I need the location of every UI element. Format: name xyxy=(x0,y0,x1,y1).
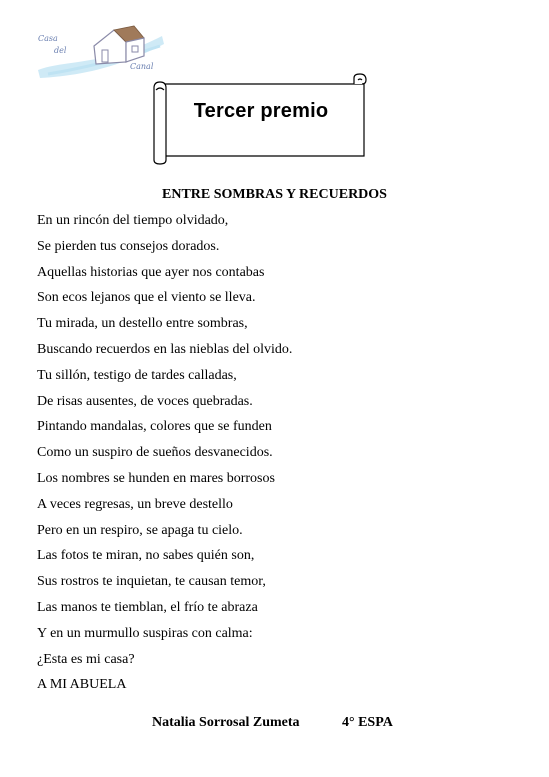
author-grade: 4° ESPA xyxy=(342,715,393,730)
banner-title: Tercer premio xyxy=(193,100,329,122)
award-banner xyxy=(150,72,372,166)
poem-title: ENTRE SOMBRAS Y RECUERDOS xyxy=(162,187,387,202)
poem-line: Las manos te tiemblan, el frío te abraza xyxy=(37,599,258,615)
casa-del-canal-logo xyxy=(34,20,166,80)
poem-line: Y en un murmullo suspiras con calma: xyxy=(37,625,253,641)
poem-line: De risas ausentes, de voces quebradas. xyxy=(37,393,253,409)
poem-line: Tu mirada, un destello entre sombras, xyxy=(37,316,248,332)
poem-line: A MI ABUELA xyxy=(37,677,127,693)
poem-line: Buscando recuerdos en las nieblas del olvido. xyxy=(37,341,293,357)
poem-line: Los nombres se hunden en mares borrosos xyxy=(37,470,275,486)
poem-line: Las fotos te miran, no sabes quién son, xyxy=(37,548,255,564)
poem-line: Sus rostros te inquietan, te causan temor, xyxy=(37,574,266,590)
poem-line: Pero en un respiro, se apaga tu cielo. xyxy=(37,522,243,538)
logo-text-canal: Canal xyxy=(130,62,154,71)
poem-line: ¿Esta es mi casa? xyxy=(37,651,135,667)
poem-line: Son ecos lejanos que el viento se lleva. xyxy=(37,290,256,306)
poem-line: Tu sillón, testigo de tardes calladas, xyxy=(37,367,237,383)
logo-text-casa: Casa xyxy=(38,34,58,43)
poem-line: Como un suspiro de sueños desvanecidos. xyxy=(37,445,273,461)
poem-line: En un rincón del tiempo olvidado, xyxy=(37,213,229,228)
poem-body xyxy=(37,212,292,702)
poem-line: Pintando mandalas, colores que se funden xyxy=(37,419,272,435)
poem-line: Aquellas historias que ayer nos contabas xyxy=(37,264,265,280)
author-name: Natalia Sorrosal Zumeta xyxy=(152,715,300,730)
poem-line: A veces regresas, un breve destello xyxy=(37,496,233,512)
logo-text-del: del xyxy=(54,46,67,55)
poem-line: Se pierden tus consejos dorados. xyxy=(37,238,220,254)
